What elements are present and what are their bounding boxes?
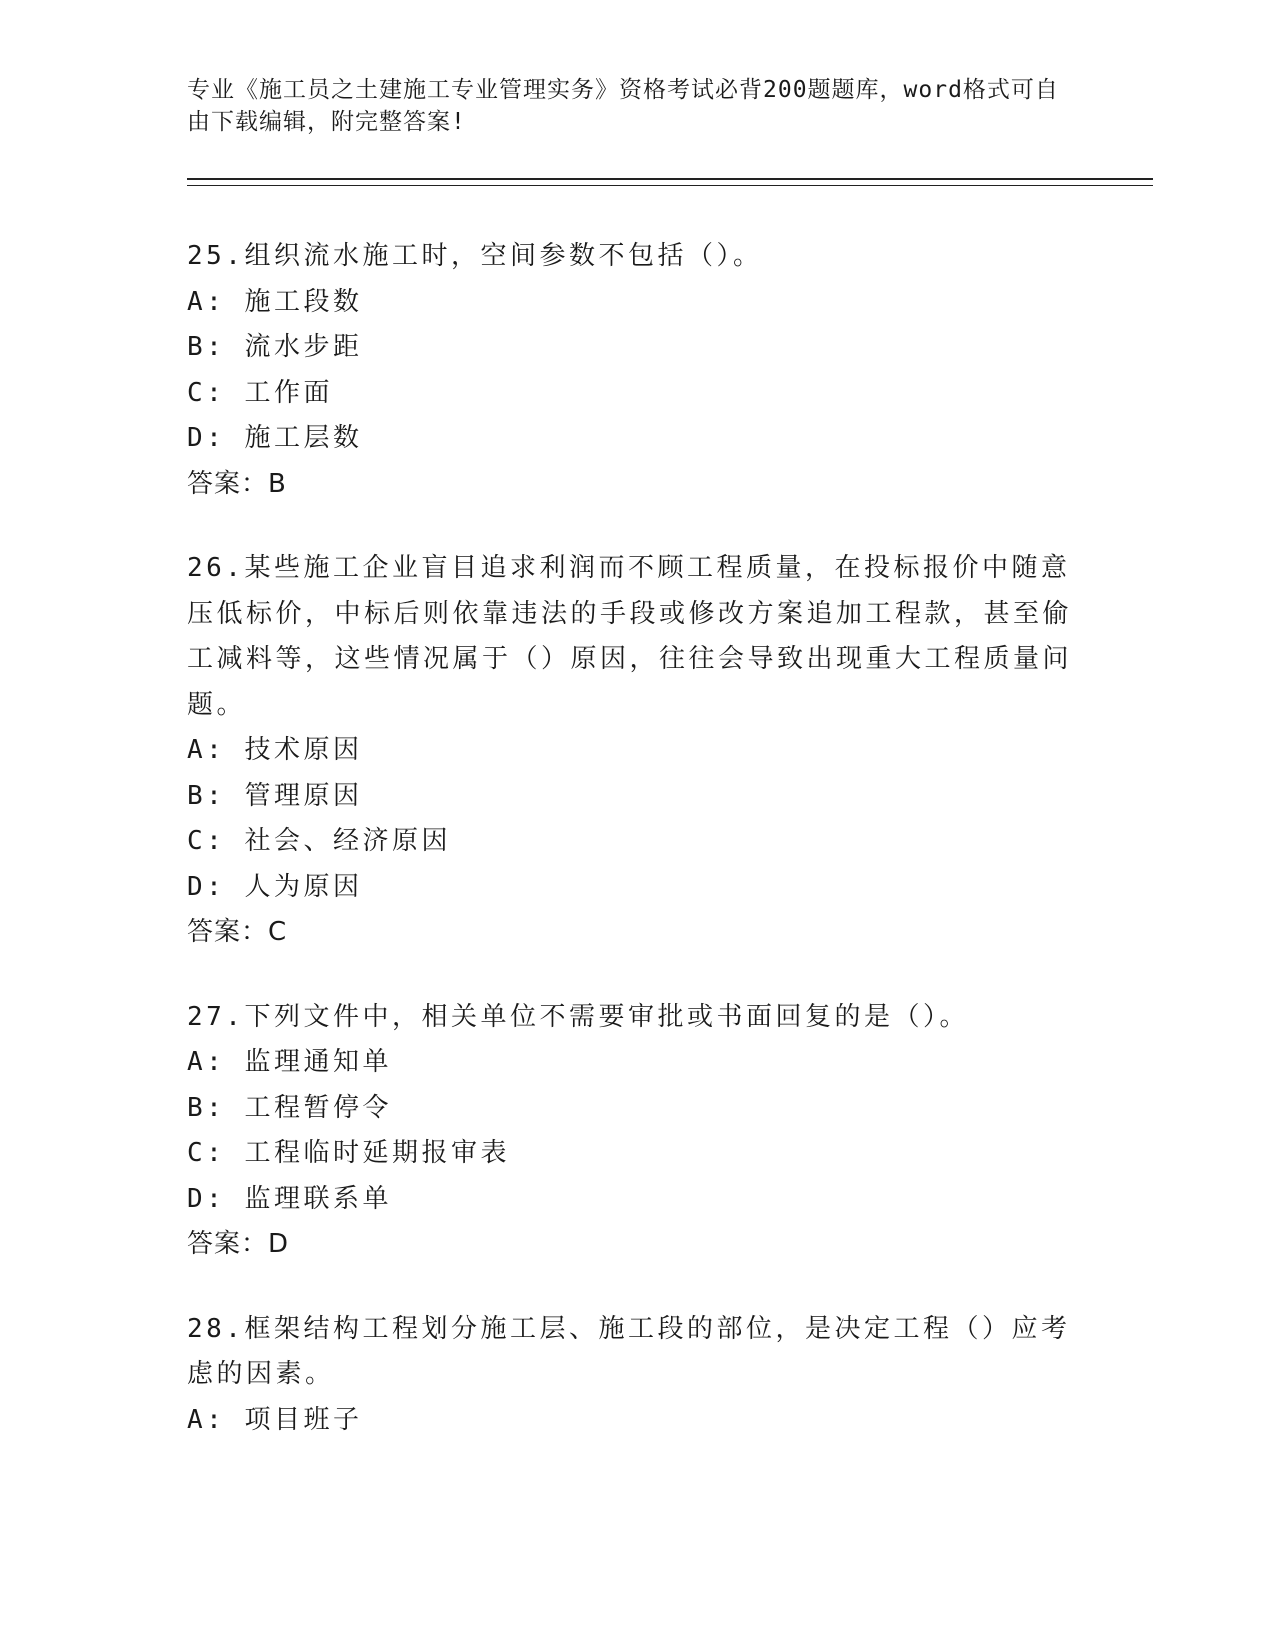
option-c: C: 社会、经济原因 (187, 826, 451, 856)
question-28 (187, 1307, 1087, 1444)
option-a: A: 技术原因 (187, 735, 363, 765)
option-d: D: 人为原因 (187, 871, 363, 902)
option-a: A: 施工段数 (187, 286, 363, 317)
option-d: D: 施工层数 (187, 423, 363, 453)
option-b: B: 流水步距 (187, 332, 363, 362)
option-a: A: 监理通知单 (187, 1047, 392, 1077)
question-stem: 25.组织流水施工时，空间参数不包括（）。 (187, 241, 763, 271)
question-27 (187, 995, 1087, 1268)
question-26 (187, 546, 1087, 956)
document-header: 专业《施工员之土建施工专业管理实务》资格考试必背200题题库，word格式可自由下载编辑，附完整答案! (187, 77, 1059, 135)
answer: 答案：D (187, 1229, 290, 1259)
answer: 答案：C (187, 917, 288, 947)
option-b: B: 工程暂停令 (187, 1092, 392, 1123)
question-stem: 28.框架结构工程划分施工层、施工段的部位，是决定工程（）应考虑的因素。 (187, 1313, 1071, 1389)
question-stem: 26.某些施工企业盲目追求利润而不顾工程质量，在投标报价中随意压低标价，中标后则依靠违法的手段或修改方案追加工程款，甚至偷工减料等，这些情况属于（）原因，往往会导致出现重大工程质量问题。 (187, 553, 1073, 720)
question-25 (187, 234, 1087, 507)
question-list (187, 234, 1087, 1482)
option-c: C: 工作面 (187, 377, 333, 408)
question-stem: 27.下列文件中，相关单位不需要审批或书面回复的是（）。 (187, 1001, 969, 1032)
answer: 答案：B (187, 468, 287, 499)
option-a: A: 项目班子 (187, 1404, 363, 1435)
option-b: B: 管理原因 (187, 780, 363, 811)
option-d: D: 监理联系单 (187, 1183, 392, 1214)
header-divider (187, 178, 1153, 186)
option-c: C: 工程临时延期报审表 (187, 1138, 510, 1168)
